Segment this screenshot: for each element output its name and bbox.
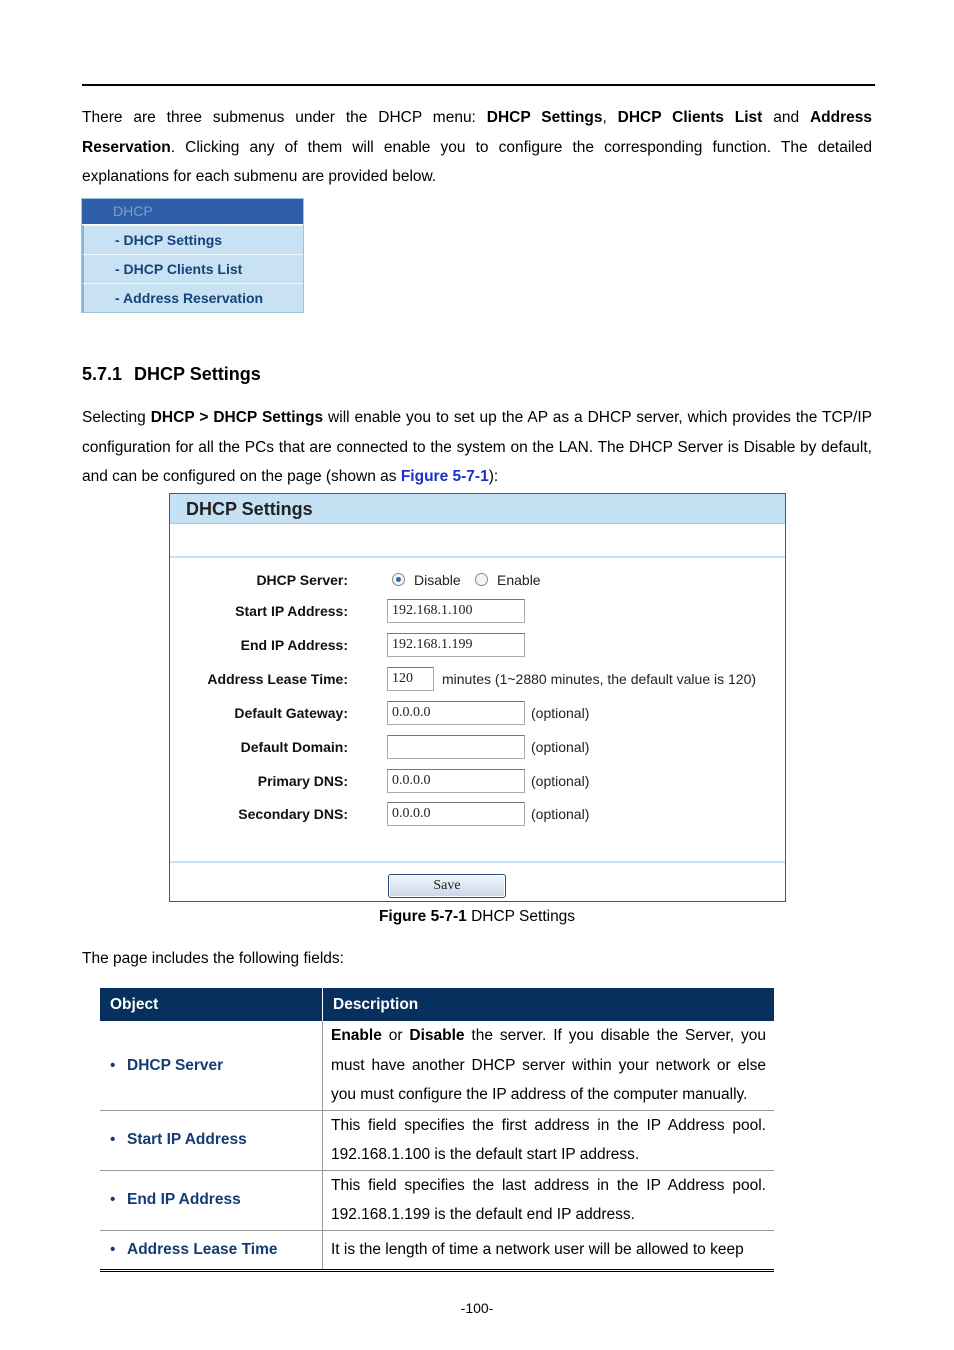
lease-time-label: Address Lease Time: [207,671,348,687]
table-row [100,1230,774,1270]
object-cell: • Address Lease Time [100,1230,323,1270]
table-row [100,1110,774,1170]
secondary-dns-label: Secondary DNS: [238,806,348,822]
dhcp-settings-panel [169,493,786,902]
disable-radio-label: Disable [414,572,461,588]
start-ip-label: Start IP Address: [235,603,348,619]
description-cell: It is the length of time a network user will be allowed to keep [323,1230,775,1270]
primary-dns-input[interactable]: 0.0.0.0 [387,769,525,793]
end-ip-input[interactable]: 192.168.1.199 [387,633,525,657]
description-cell: This field specifies the last address in the IP Address pool. 192.168.1.199 is the default end IP address. [323,1170,775,1230]
header-rule [82,84,875,86]
end-ip-label: End IP Address: [240,637,348,653]
menu-item-dhcp-settings[interactable]: - DHCP Settings [82,225,303,254]
menu-header-dhcp[interactable]: DHCP [82,199,303,225]
save-button[interactable]: Save [388,874,506,898]
optional-note: (optional) [531,705,590,721]
enable-radio[interactable] [475,573,488,586]
description-cell: This field specifies the first address in the IP Address pool. 192.168.1.100 is the default start IP address. [323,1110,775,1170]
default-gateway-input[interactable]: 0.0.0.0 [387,701,525,725]
menu-item-dhcp-clients-list[interactable]: - DHCP Clients List [82,254,303,283]
dhcp-server-label: DHCP Server: [256,572,348,588]
default-domain-label: Default Domain: [240,739,348,755]
primary-dns-label: Primary DNS: [257,773,348,789]
optional-note: (optional) [531,739,590,755]
column-header-description: Description [323,988,775,1021]
panel-divider-bottom [170,861,785,863]
disable-radio[interactable] [392,573,405,586]
table-row [100,1021,774,1110]
fields-table [100,988,774,1272]
section-paragraph: Selecting DHCP > DHCP Settings will enable you to set up the AP as a DHCP server, which provides the TCP/IP configuration for all the PCs that are connected to the system on the LAN. The DHCP Server is Disable by default, and can be configured on the page (shown as Figure 5-7-1): [82,409,872,485]
object-cell: • Start IP Address [100,1110,323,1170]
default-gateway-row [170,701,785,727]
lease-time-input[interactable]: 120 [387,667,434,691]
secondary-dns-row [170,802,785,828]
default-gateway-label: Default Gateway: [234,705,348,721]
page-number: -100- [460,1300,494,1316]
intro-paragraph: There are three submenus under the DHCP menu: DHCP Settings, DHCP Clients List and Address Reservation. Clicking any of them will enable you to configure the corresponding function. The detailed explanations for each submenu are provided below. [82,109,872,185]
start-ip-input[interactable]: 192.168.1.100 [387,599,525,623]
lease-time-row [170,667,785,693]
section-heading: 5.7.1 DHCP Settings [82,364,261,384]
start-ip-row [170,599,785,625]
figure-caption: Figure 5-7-1 DHCP Settings [378,908,576,925]
secondary-dns-input[interactable]: 0.0.0.0 [387,802,525,826]
fields-intro: The page includes the following fields: [82,950,344,967]
figure-link[interactable]: Figure 5-7-1 [400,468,489,485]
end-ip-row [170,633,785,659]
dhcp-server-row [170,568,785,594]
table-header-row [100,988,774,1021]
object-cell: • DHCP Server [100,1021,323,1110]
menu-item-address-reservation[interactable]: - Address Reservation [82,283,303,312]
panel-divider-top [170,556,785,558]
optional-note: (optional) [531,806,590,822]
primary-dns-row [170,769,785,795]
table-row [100,1170,774,1230]
description-cell: Enable or Disable the server. If you disable the Server, you must have another DHCP server within your network or else you must configure the IP address of the computer manually. [323,1021,775,1110]
default-domain-input[interactable] [387,735,525,759]
dhcp-menu [81,198,304,313]
optional-note: (optional) [531,773,590,789]
default-domain-row [170,735,785,761]
enable-radio-label: Enable [497,572,541,588]
object-cell: • End IP Address [100,1170,323,1230]
lease-time-hint: minutes (1~2880 minutes, the default value is 120) [442,671,757,687]
column-header-object: Object [100,988,323,1021]
panel-title: DHCP Settings [170,494,785,524]
